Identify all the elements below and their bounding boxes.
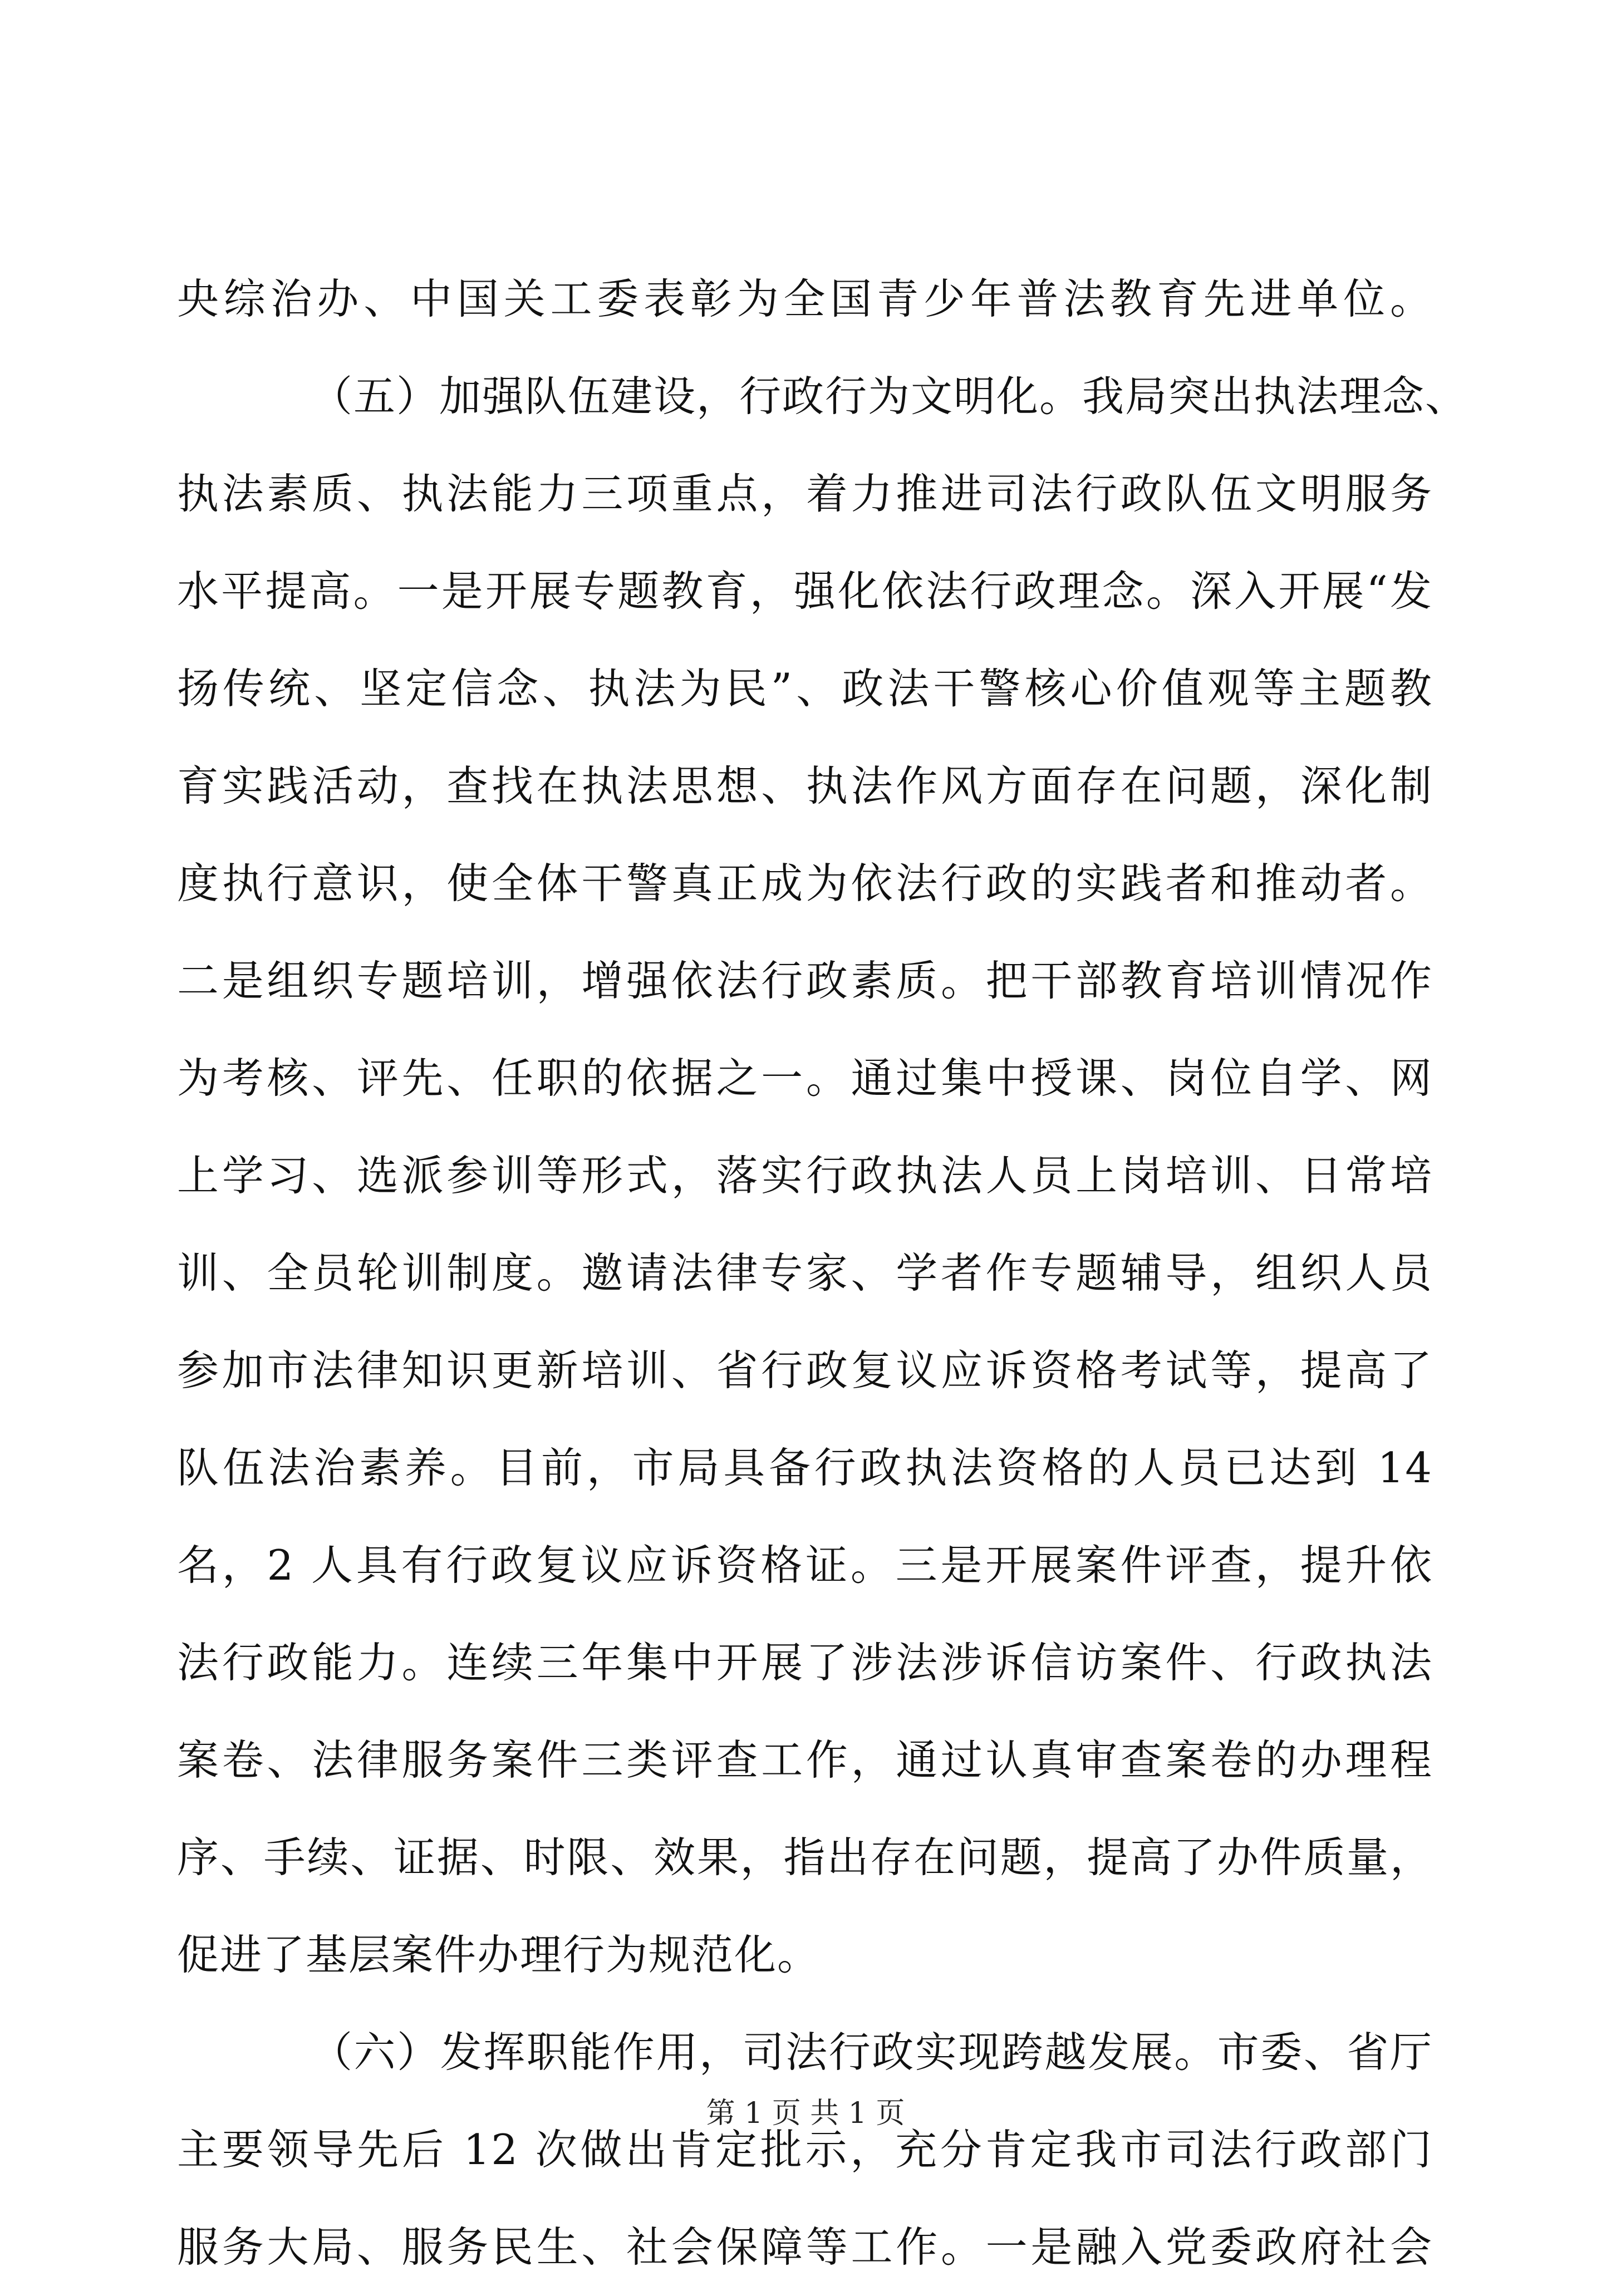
paragraph-end-line: 促进了基层案件办理行为规范化。: [177, 1930, 821, 1979]
text-line: 上学习、选派参训等形式，落实行政执法人员上岗培训、日常培: [177, 1151, 1433, 1200]
text-line: 法行政能力。连续三年集中开展了涉法涉诉信访案件、行政执法: [177, 1638, 1433, 1687]
text-line: 名，2 人具有行政复议应诉资格证。三是开展案件评查，提升依: [177, 1541, 1433, 1590]
section-heading-line: （五）加强队伍建设，行政行为文明化。我局突出执法理念、: [311, 372, 1468, 421]
text-line: 度执行意识，使全体干警真正成为依法行政的实践者和推动者。: [177, 859, 1433, 908]
text-line: 育实践活动，查找在执法思想、执法作风方面存在问题，深化制: [177, 761, 1433, 810]
text-line: 水平提高。一是开展专题教育，强化依法行政理念。深入开展“发: [177, 567, 1433, 616]
text-line: 央综治办、中国关工委表彰为全国青少年普法教育先进单位。: [177, 274, 1433, 323]
page-number-footer: 第 1 页 共 1 页: [706, 2097, 905, 2130]
text-line: 执法素质、执法能力三项重点，着力推进司法行政队伍文明服务: [177, 469, 1433, 518]
text-line: 扬传统、坚定信念、执法为民”、政法干警核心价值观等主题教: [177, 664, 1433, 713]
text-line: 参加市法律知识更新培训、省行政复议应诉资格考试等，提高了: [177, 1346, 1433, 1395]
text-line: 主要领导先后 12 次做出肯定批示，充分肯定我市司法行政部门: [177, 2125, 1433, 2174]
section-heading-line: （六）发挥职能作用，司法行政实现跨越发展。市委、省厅: [311, 2028, 1433, 2077]
text-line: 二是组织专题培训，增强依法行政素质。把干部教育培训情况作: [177, 956, 1433, 1005]
text-line: 服务大局、服务民生、社会保障等工作。一是融入党委政府社会: [177, 2223, 1433, 2272]
text-line: 为考核、评先、任职的依据之一。通过集中授课、岗位自学、网: [177, 1054, 1433, 1103]
text-line: 队伍法治素养。目前，市局具备行政执法资格的人员已达到 14: [177, 1443, 1433, 1492]
body-text: [177, 250, 1468, 2296]
text-line: 训、全员轮训制度。邀请法律专家、学者作专题辅导，组织人员: [177, 1248, 1433, 1297]
text-line: 案卷、法律服务案件三类评查工作，通过认真审查案卷的办理程: [177, 1735, 1433, 1784]
text-line: 序、手续、证据、时限、效果，指出存在问题，提高了办件质量，: [177, 1833, 1433, 1882]
